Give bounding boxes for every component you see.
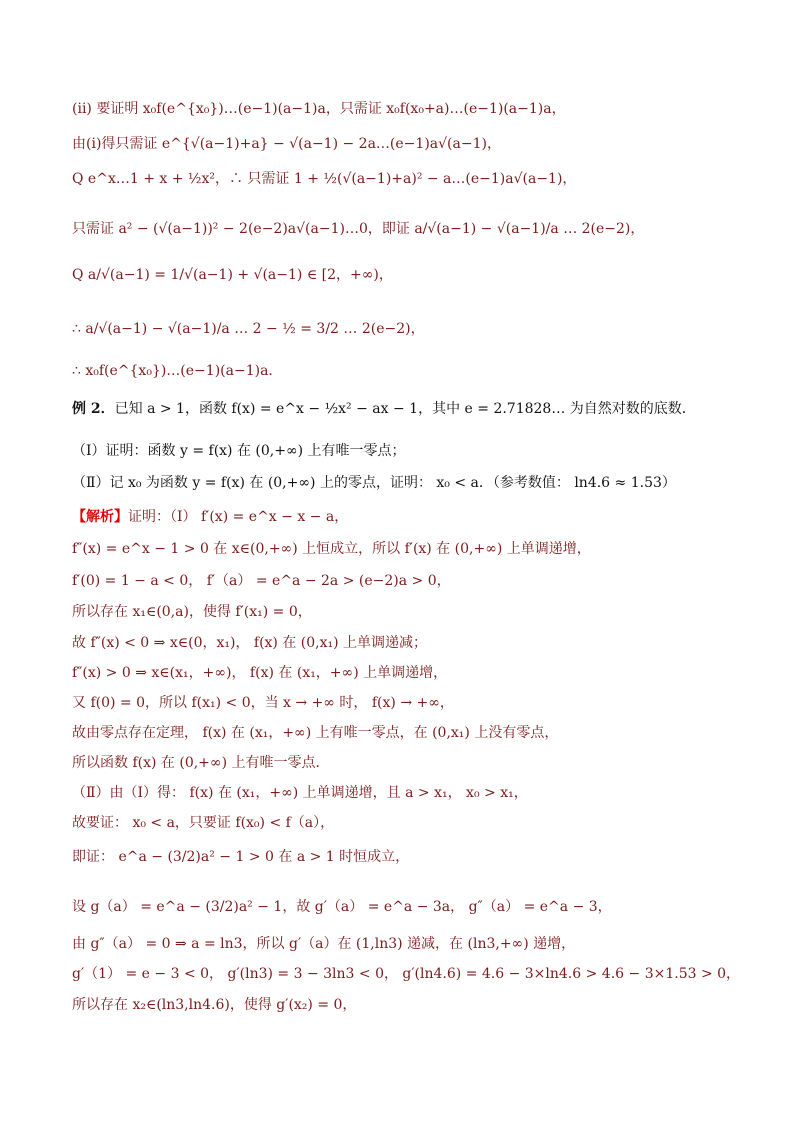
text-line-26: 所以存在 x₂∈(ln3,ln4.6)，使得 g′(x₂) = 0， bbox=[72, 997, 357, 1013]
text-line-1: (ii) 要证明 x₀f(e^{x₀})…(e−1)(a−1)a，只需证 x₀f(x₀+a)…(e−1)(a−1)a， bbox=[72, 101, 566, 117]
example-2-statement: 例 2．已知 a > 1，函数 f(x) = e^x − ½x² − ax − 1，其中 e = 2.71828… 为自然对数的底数． bbox=[72, 401, 696, 417]
example-2-part-1: （Ⅰ）证明：函数 y = f(x) 在 (0,+∞) 上有唯一零点； bbox=[72, 443, 406, 459]
text-line-13: f′(0) = 1 − a < 0， f′（a） = e^a − 2a > (e−2)a > 0， bbox=[72, 573, 451, 589]
text-line-5: Q a/√(a−1) = 1/√(a−1) + √(a−1) ∈ [2，+∞)， bbox=[72, 267, 393, 283]
text-line-17: 又 f(0) = 0，所以 f(x₁) < 0，当 x → +∞ 时， f(x) → +∞， bbox=[72, 695, 454, 711]
text-line-21: 故要证： x₀ < a，只要证 f(x₀) < f（a）， bbox=[72, 815, 335, 831]
text-line-6: ∴ a/√(a−1) − √(a−1)/a … 2 − ½ = 3/2 … 2(e−2)， bbox=[72, 321, 425, 337]
text-line-12: f″(x) = e^x − 1 > 0 在 x∈(0,+∞) 上恒成立，所以 f′(x) 在 (0,+∞) 上单调递增， bbox=[72, 541, 591, 557]
text-line-16: f″(x) > 0 ⇒ x∈(x₁，+∞)， f(x) 在 (x₁，+∞) 上单调递增， bbox=[72, 665, 448, 681]
text-line-14: 所以存在 x₁∈(0,a)，使得 f′(x₁) = 0， bbox=[72, 604, 312, 620]
text-line-4: 只需证 a² − (√(a−1))² − 2(e−2)a√(a−1)…0，即证 a/√(a−1) − √(a−1)/a … 2(e−2)， bbox=[72, 221, 645, 237]
example-label: 例 2． bbox=[72, 401, 115, 417]
example-2-part-2: （Ⅱ）记 x₀ 为函数 y = f(x) 在 (0,+∞) 上的零点，证明： x₀ < a．（参考数值： ln4.6 ≈ 1.53） bbox=[72, 475, 676, 491]
text-line-25: g′（1） = e − 3 < 0， g′(ln3) = 3 − 3ln3 < 0， g′(ln4.6) = 4.6 − 3×ln4.6 > 4.6 − 3×1.53 > 0， bbox=[72, 966, 741, 982]
text-line-15: 故 f″(x) < 0 ⇒ x∈(0，x₁)， f(x) 在 (0,x₁) 上单调递减； bbox=[72, 635, 428, 651]
text-line-2: 由(i)得只需证 e^{√(a−1)+a} − √(a−1) − 2a…(e−1)a√(a−1)， bbox=[72, 136, 501, 152]
text-line-19: 所以函数 f(x) 在 (0,+∞) 上有唯一零点． bbox=[72, 755, 330, 771]
text-line-3: Q e^x…1 + x + ½x²，∴ 只需证 1 + ½(√(a−1)+a)² − a…(e−1)a√(a−1)， bbox=[72, 171, 577, 187]
text-line-22: 即证： e^a − (3/2)a² − 1 > 0 在 a > 1 时恒成立， bbox=[72, 849, 410, 865]
text-line-23: 设 g（a） = e^a − (3/2)a² − 1，故 g′（a） = e^a − 3a， g″（a） = e^a − 3， bbox=[72, 899, 612, 915]
text-line-20: （Ⅱ）由（Ⅰ）得： f(x) 在 (x₁，+∞) 上单调递增，且 a > x₁， x₀ > x₁， bbox=[72, 785, 528, 801]
analysis-start: 【解析】证明：（Ⅰ） f′(x) = e^x − x − a， bbox=[72, 509, 349, 525]
text-line-18: 故由零点存在定理， f(x) 在 (x₁，+∞) 上有唯一零点，在 (0,x₁) 上没有零点， bbox=[72, 725, 559, 741]
text-line-24: 由 g″（a） = 0 ⇒ a = ln3，所以 g′（a）在 (1,ln3) 递减，在 (ln3,+∞) 递增， bbox=[72, 936, 576, 952]
analysis-label: 【解析】 bbox=[72, 509, 128, 525]
text-line-7: ∴ x₀f(e^{x₀})…(e−1)(a−1)a． bbox=[72, 363, 283, 379]
